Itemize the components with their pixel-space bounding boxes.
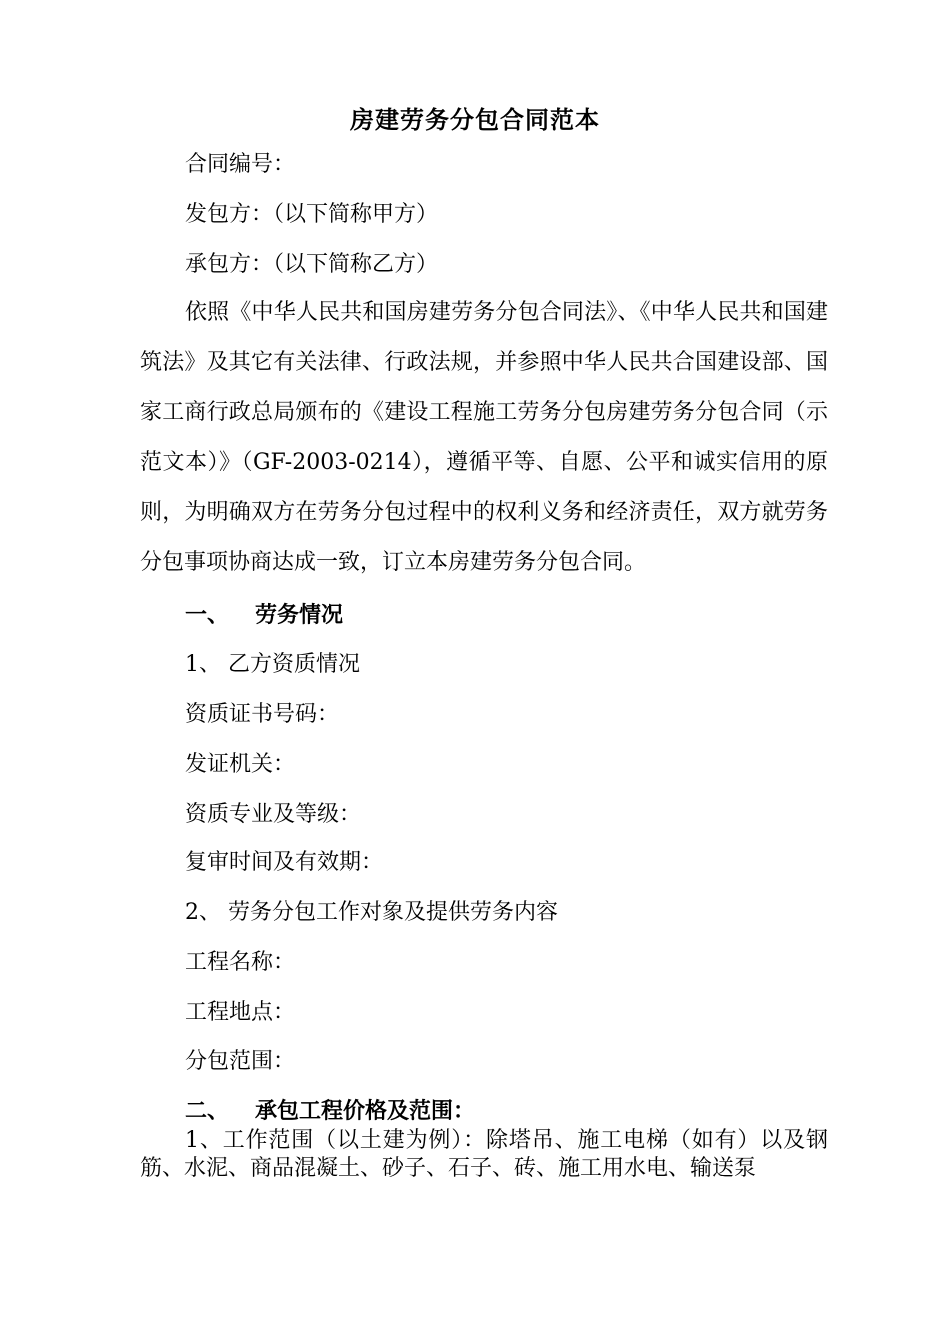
work-scope-paragraph: 1、工作范围（以土建为例）：除塔吊、施工电梯（如有）以及钢筋、水泥、商品混凝土、砂子、石子、砖、施工用水电、输送泵 xyxy=(140,1128,828,1181)
section-heading-price xyxy=(185,1096,475,1126)
item-work-content: 2、 劳务分包工作对象及提供劳务内容 xyxy=(185,900,558,925)
party-a-line: 发包方：（以下简称甲方） xyxy=(185,202,439,227)
section-heading-labor xyxy=(185,600,343,630)
section-title: 承包工程价格及范围： xyxy=(255,1098,476,1124)
document-title: 房建劳务分包合同范本 xyxy=(350,105,600,134)
section-number: 二、 xyxy=(185,1098,230,1124)
party-b-line: 承包方：（以下简称乙方） xyxy=(185,252,439,277)
issuer-line: 发证机关： xyxy=(185,752,296,777)
contract-number-line: 合同编号： xyxy=(185,152,296,177)
item-qualification-status: 1、 乙方资质情况 xyxy=(185,652,360,677)
qualification-grade-line: 资质专业及等级： xyxy=(185,802,362,827)
review-validity-line: 复审时间及有效期： xyxy=(185,850,384,875)
preamble-paragraph: 依照《中华人民共和国房建劳务分包合同法》、《中华人民共和国建筑法》及其它有关法律、行政法规，并参照中华人民共合国建设部、国家工商行政总局颁布的《建设工程施工劳务分包房建劳务分包合同（示范文本）》（GF-2003-0214），遵循平等、自愿、公平和诚实信用的原则，为明确双方在劳务分包过程中的权利义务和经济责任，双方就劳务分包事项协商达成一致，订立本房建劳务分包合同。 xyxy=(140,300,828,575)
project-location-line: 工程地点： xyxy=(185,1000,296,1025)
section-number: 一、 xyxy=(185,602,230,628)
subcontract-scope-line: 分包范围： xyxy=(185,1049,296,1074)
cert-number-line: 资质证书号码： xyxy=(185,702,340,727)
section-title: 劳务情况 xyxy=(255,602,344,628)
project-name-line: 工程名称： xyxy=(185,950,296,975)
